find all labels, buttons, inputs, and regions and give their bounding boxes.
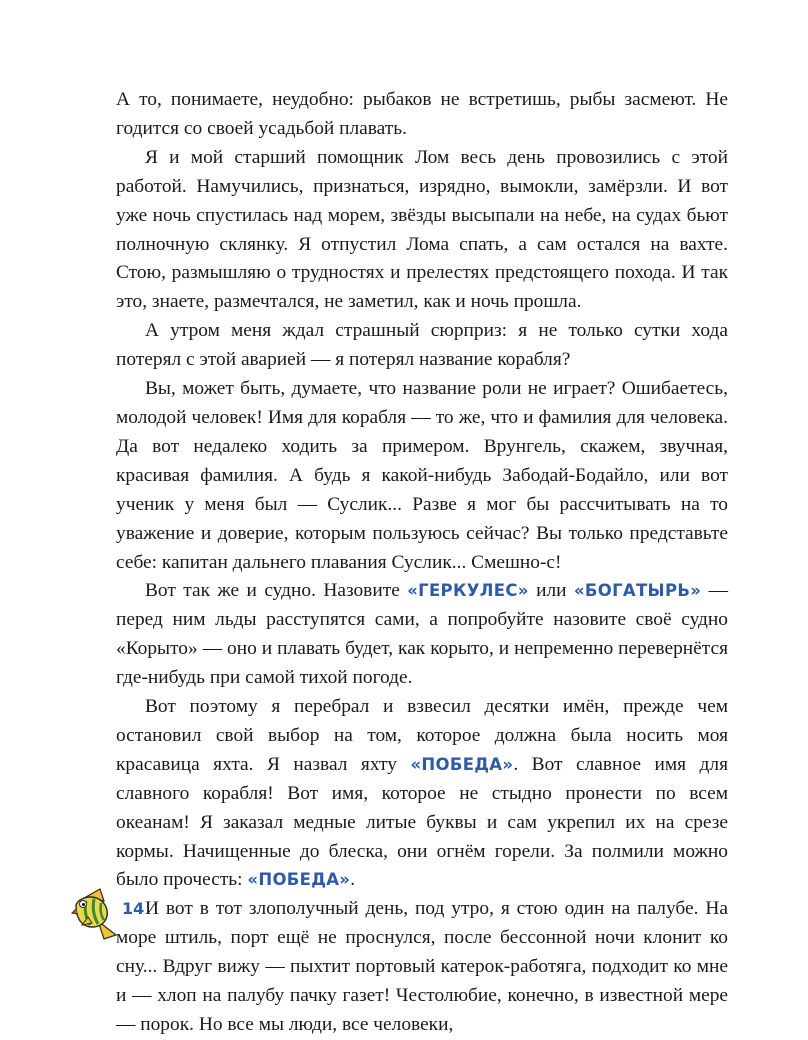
- text-run: Вот так же и судно. Назовите: [145, 580, 408, 602]
- text-run: . Вот славное имя для славного корабля! Вот имя, которое не стыдно пронести по всем океанам! Я заказал медные литые буквы и сам укрепил их на срезе кормы. Начищенные до блеска, они огнём горели. За полмили можно было прочесть:: [116, 753, 728, 891]
- paragraph: И вот в тот злополучный день, под утро, я стою один на палубе. На море штиль, порт ещё не проснулся, после бессонной ночи клонит ко сну... Вдруг вижу — пыхтит портовый катерок-работяга, подходит ко мне и — хлоп на палубу пачку газет! Честолюбие, конечно, в известной мере — порок. Но все мы люди, все человеки,: [116, 898, 728, 1035]
- text-run: — перед ним льды расступятся сами, а попробуйте назовите своё судно «Корыто» — оно и плавать будет, как корыто, и непременно перевернётся где-нибудь при самой тихой погоде.: [116, 580, 728, 689]
- paragraph: Вы, может быть, думаете, что название роли не играет? Ошибаетесь, молодой человек! Имя для корабля — то же, что и фамилия для человека. Да вот недалеко ходить за примером. Врунгель, скажем, звучная, красивая фамилия. А будь я какой-нибудь Забодай-Бодайло, или вот ученик у меня был — Суслик... Разве я мог бы рассчитывать на то уважение и доверие, которым пользуюсь сейчас? Вы только представьте себе: капитан дальнего плавания Суслик... Смешно-с!: [116, 378, 728, 573]
- paragraph: [116, 693, 728, 895]
- paragraph: А утром меня ждал страшный сюрприз: я не только сутки хода потерял с этой аварией — я потерял название корабля?: [116, 320, 728, 371]
- paragraph: [116, 577, 728, 693]
- text-run: Вот поэтому я перебрал и взвесил десятки имён, прежде чем остановил свой выбор на том, которое должна была носить моя красавица яхта. Я назвал яхту: [116, 696, 728, 775]
- ship-name: «БОГАТЫРЬ»: [573, 581, 702, 601]
- fish-icon: [70, 883, 130, 943]
- ship-name: «ПОБЕДА»: [410, 754, 514, 774]
- paragraph: Я и мой старший помощник Лом весь день провозились с этой работой. Намучились, признаться, изрядно, вымокли, замёрзли. И вот уже ночь спустилась над морем, звёзды высыпали на небе, на судах бьют полночную склянку. Я отпустил Лома спать, а сам остался на вахте. Стою, размышляю о трудностях и прелестях предстоящего похода. И так это, знаете, размечтался, не заметил, как и ночь прошла.: [116, 146, 728, 313]
- ship-name: «ПОБЕДА»: [247, 870, 351, 890]
- text-run: .: [350, 869, 356, 891]
- text-run: или: [528, 580, 574, 602]
- page-number: 14: [122, 899, 145, 918]
- page-text: [116, 86, 728, 1040]
- ship-name: «ГЕРКУЛЕС»: [407, 581, 529, 601]
- paragraph: А то, понимаете, неудобно: рыбаков не встретишь, рыбы засмеют. Не годится со своей усадьбой плавать.: [116, 89, 728, 139]
